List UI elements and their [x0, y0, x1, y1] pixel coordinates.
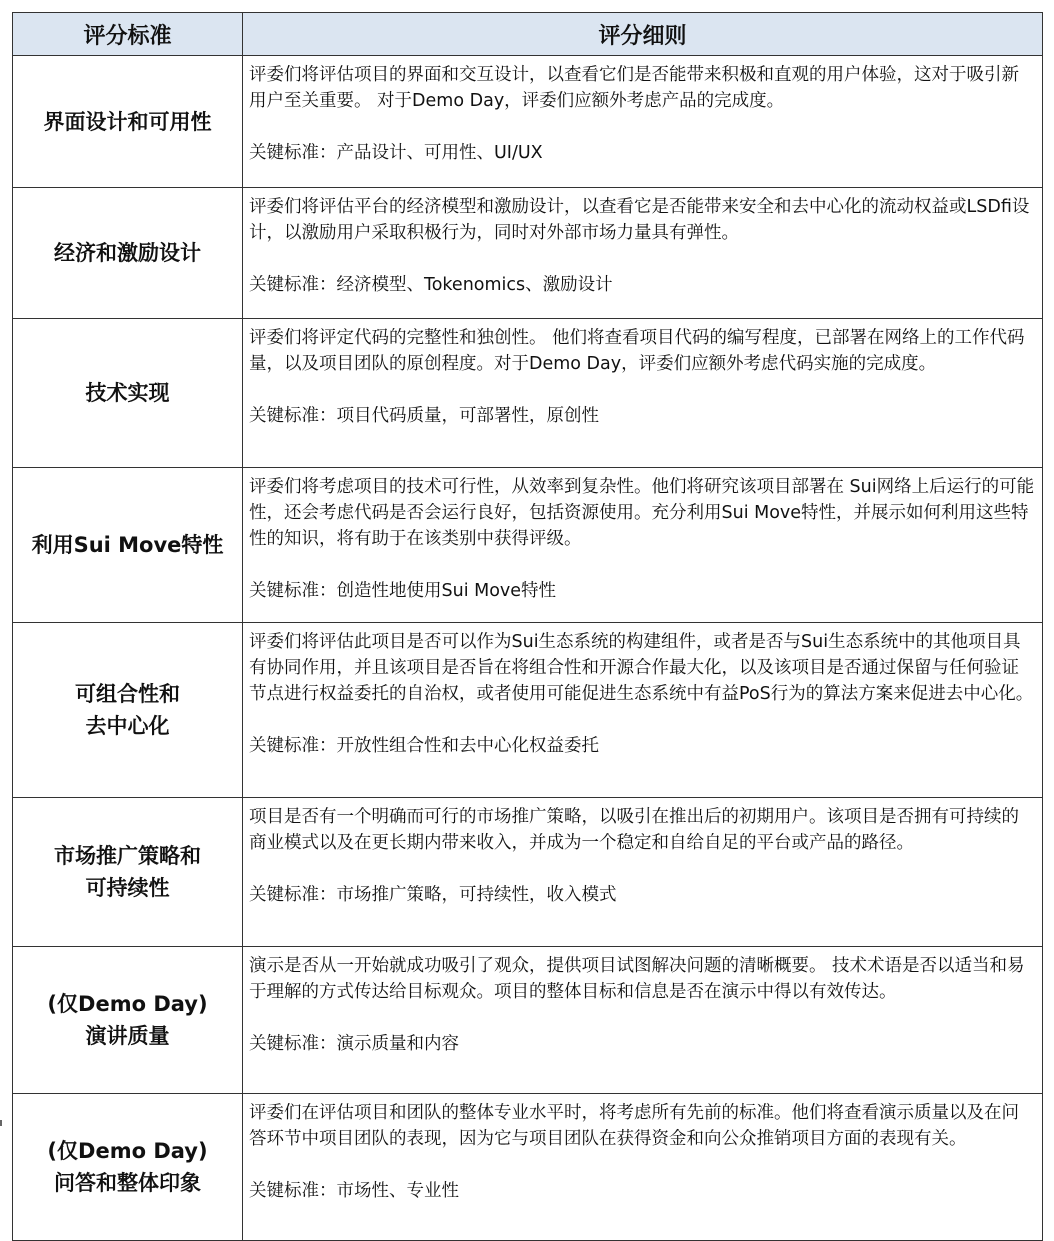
criterion-description: 评委们将评估平台的经济模型和激励设计，以查看它是否能带来安全和去中心化的流动权益或LSDfi设计，以激励用户采取积极行为，同时对外部市场力量具有弹性。 [249, 197, 1030, 243]
table-row [13, 623, 1043, 798]
criterion-name-line-1: 市场推广策略和 [54, 844, 201, 868]
criterion-name-line-2: 去中心化 [85, 714, 170, 738]
criterion-description: 评委们将评估项目的界面和交互设计，以查看它们是否能带来积极和直观的用户体验，这对于吸引新用户至关重要。 对于Demo Day，评委们应额外考虑产品的完成度。 [249, 65, 1019, 111]
detail-cell [243, 623, 1043, 798]
detail-cell [243, 319, 1043, 468]
detail-cell [243, 947, 1043, 1094]
edge-divider [0, 1120, 2, 1126]
criterion-description: 评委们将考虑项目的技术可行性，从效率到复杂性。他们将研究该项目部署在 Sui网络上后运行的可能性，还会考虑代码是否会运行良好，包括资源使用。充分利用Sui Move特性，并展示如何利用这些特性的知识，将有助于在该类别中获得评级。 [249, 477, 1035, 549]
key-criteria: 关键标准：项目代码质量，可部署性，原创性 [249, 406, 599, 426]
key-criteria: 关键标准：市场推广策略，可持续性，收入模式 [249, 885, 617, 905]
detail-cell [243, 1094, 1043, 1241]
key-criteria: 关键标准：开放性组合性和去中心化权益委托 [249, 736, 599, 756]
criterion-name: 界面设计和可用性 [43, 109, 212, 134]
criterion-description: 评委们在评估项目和团队的整体专业水平时，将考虑所有先前的标准。他们将查看演示质量以及在问答环节中项目团队的表现，因为它与项目团队在获得资金和向公众推销项目方面的表现有关。 [249, 1103, 1019, 1149]
criterion-cell [13, 319, 243, 468]
table-row [13, 947, 1043, 1094]
criterion-name-line-2: 问答和整体印象 [54, 1171, 201, 1195]
table-row [13, 56, 1043, 188]
criterion-name-line-2: 可持续性 [85, 876, 170, 900]
key-criteria: 关键标准：创造性地使用Sui Move特性 [249, 581, 557, 601]
detail-cell [243, 468, 1043, 623]
detail-cell [243, 188, 1043, 319]
table-row [13, 319, 1043, 468]
criterion-name-line-1: (仅Demo Day) [47, 1139, 208, 1163]
criterion-cell [13, 947, 243, 1094]
criterion-cell [13, 468, 243, 623]
criterion-cell [13, 798, 243, 947]
criterion-cell [13, 1094, 243, 1241]
header-criterion: 评分标准 [13, 13, 243, 56]
table-header-row [13, 13, 1043, 56]
criterion-name-line-1: (仅Demo Day) [47, 992, 208, 1016]
criterion-name: 利用Sui Move特性 [31, 533, 224, 557]
table-row [13, 798, 1043, 947]
criterion-description: 项目是否有一个明确而可行的市场推广策略，以吸引在推出后的初期用户。该项目是否拥有可持续的商业模式以及在更长期内带来收入，并成为一个稳定和自给自足的平台或产品的路径。 [249, 807, 1019, 853]
criterion-description: 演示是否从一开始就成功吸引了观众，提供项目试图解决问题的清晰概要。 技术术语是否以适当和易于理解的方式传达给目标观众。项目的整体目标和信息是否在演示中得以有效传达。 [249, 956, 1025, 1002]
criterion-cell [13, 623, 243, 798]
criterion-description: 评委们将评定代码的完整性和独创性。 他们将查看项目代码的编写程度，已部署在网络上的工作代码量，以及项目团队的原创程度。对于Demo Day，评委们应额外考虑代码实施的完成度。 [249, 328, 1025, 374]
key-criteria: 关键标准：演示质量和内容 [249, 1034, 459, 1054]
criterion-name-line-1: 可组合性和 [75, 682, 180, 706]
key-criteria: 关键标准：经济模型、Tokenomics、激励设计 [249, 275, 613, 295]
table-row [13, 188, 1043, 319]
header-details: 评分细则 [243, 13, 1043, 56]
detail-cell [243, 56, 1043, 188]
criterion-cell [13, 56, 243, 188]
criterion-name: 经济和激励设计 [54, 241, 201, 265]
table-row [13, 1094, 1043, 1241]
criterion-cell [13, 188, 243, 319]
detail-cell [243, 798, 1043, 947]
criterion-name: 技术实现 [85, 381, 170, 405]
criterion-description: 评委们将评估此项目是否可以作为Sui生态系统的构建组件，或者是否与Sui生态系统中的其他项目具有协同作用，并且该项目是否旨在将组合性和开源合作最大化，以及该项目是否通过保留与任何验证节点进行权益委托的自治权，或者使用可能促进生态系统中有益PoS行为的算法方案来促进去中心化。 [249, 632, 1034, 704]
scoring-criteria-table [12, 12, 1043, 1241]
key-criteria: 关键标准：市场性、专业性 [249, 1181, 459, 1201]
key-criteria: 关键标准：产品设计、可用性、UI/UX [249, 143, 543, 163]
table-row [13, 468, 1043, 623]
criterion-name-line-2: 演讲质量 [85, 1024, 170, 1048]
